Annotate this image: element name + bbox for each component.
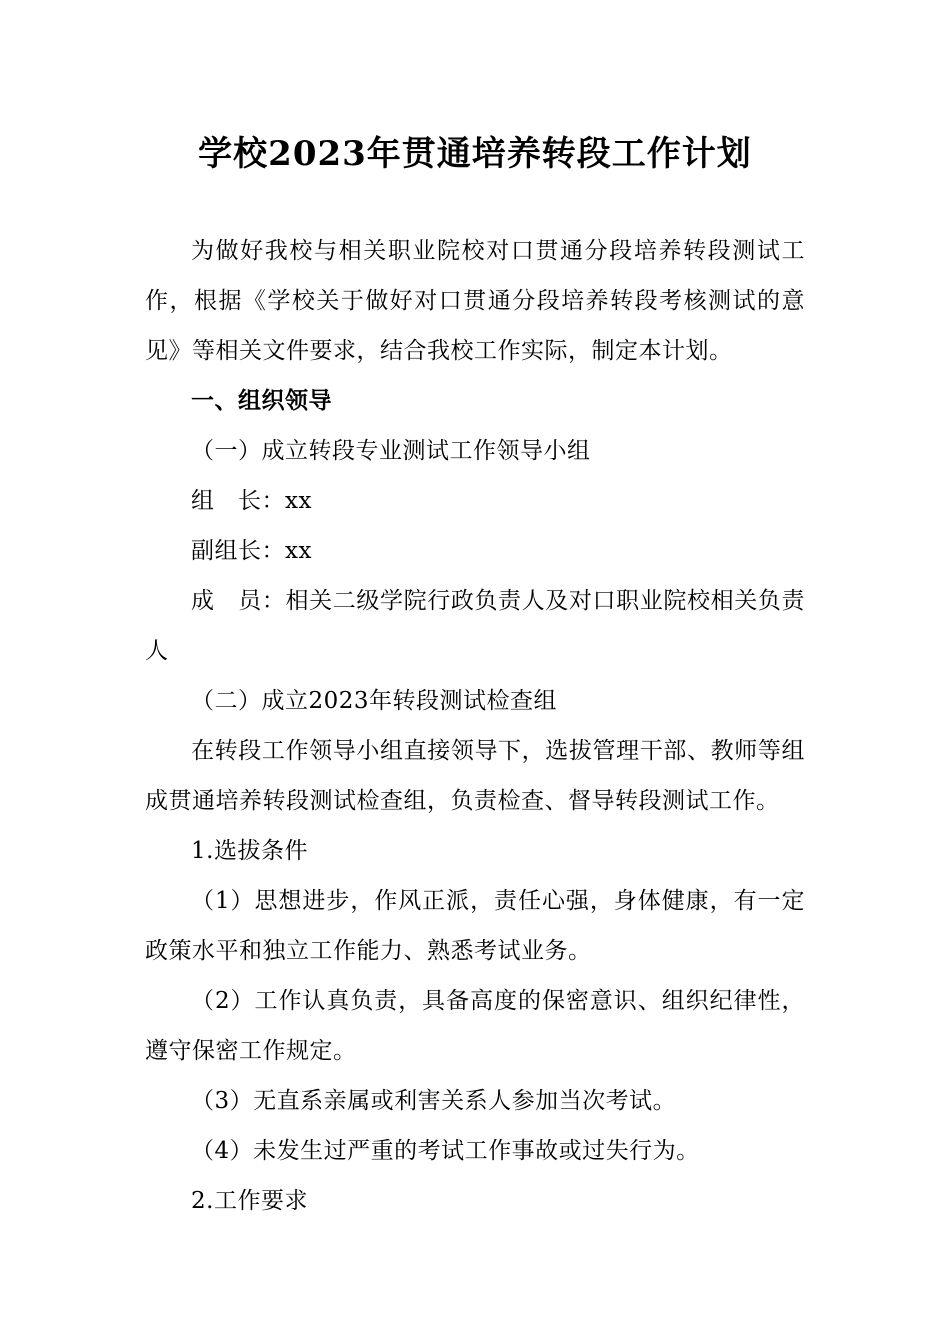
document-title: 学校2023年贯通培养转段工作计划 bbox=[198, 134, 752, 174]
criteria-item-4: （4）未发生过严重的考试工作事故或过失行为。 bbox=[191, 1138, 700, 1164]
section-heading-organization: 一、组织领导 bbox=[191, 387, 332, 414]
members-line: 成 员：相关二级学院行政负责人及对口职业院校相关负责人 bbox=[145, 588, 805, 664]
group-leader-line: 组 长：xx bbox=[191, 488, 312, 514]
criteria-item-2: （2）工作认真负责，具备高度的保密意识、组织纪律性，遵守保密工作规定。 bbox=[145, 988, 805, 1064]
criteria-item-3: （3）无直系亲属或利害关系人参加当次考试。 bbox=[191, 1088, 677, 1114]
criteria-item-1: （1）思想进步，作风正派，责任心强，身体健康，有一定政策水平和独立工作能力、熟悉考试业务。 bbox=[145, 888, 805, 964]
selection-criteria-heading: 1.选拔条件 bbox=[191, 838, 308, 864]
inspection-group-paragraph: 在转段工作领导小组直接领导下，选拔管理干部、教师等组成贯通培养转段测试检查组，负责检查、督导转段测试工作。 bbox=[145, 738, 805, 814]
subsection-inspection-group: （二）成立2023年转段测试检查组 bbox=[191, 688, 558, 714]
intro-paragraph: 为做好我校与相关职业院校对口贯通分段培养转段测试工作，根据《学校关于做好对口贯通分段培养转段考核测试的意见》等相关文件要求，结合我校工作实际，制定本计划。 bbox=[145, 238, 805, 364]
subsection-leading-group: （一）成立转段专业测试工作领导小组 bbox=[191, 438, 591, 464]
work-requirements-heading: 2.工作要求 bbox=[191, 1188, 308, 1214]
deputy-leader-line: 副组长：xx bbox=[191, 538, 312, 564]
document-body bbox=[145, 226, 805, 1226]
